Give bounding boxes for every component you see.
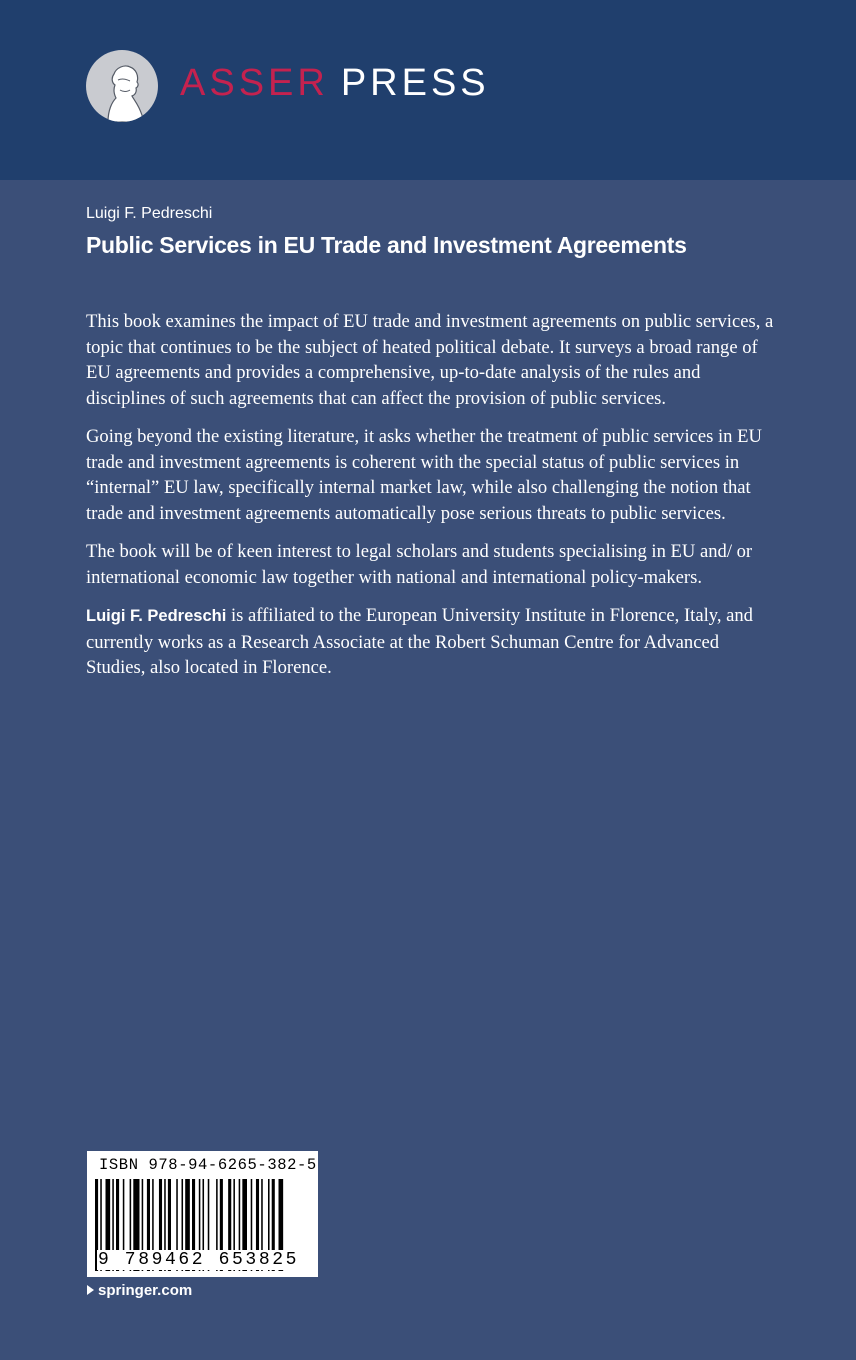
description-paragraph-3: The book will be of keen interest to legal scholars and students specialising in EU and/ or international economic law together with national and international policy-makers. <box>86 541 753 588</box>
book-description <box>86 309 780 694</box>
publisher-name-press: PRESS <box>340 62 490 104</box>
publisher-name <box>180 62 490 105</box>
isbn-label: ISBN 978-94-6265-382-5 <box>99 1156 317 1174</box>
author-bio <box>86 603 780 681</box>
publisher-name-asser: ASSER <box>180 62 329 104</box>
author-bio-text: is affiliated to the European University Institute in Florence, Italy, and currently works as a Research Associate at the Robert Schuman Centre for Advanced Studies, also located in Florence. <box>86 605 753 678</box>
triangle-right-icon <box>87 1285 94 1295</box>
description-paragraph-1: This book examines the impact of EU trade and investment agreements on public services, a topic that continues to be the subject of heated political debate. It surveys a broad range of EU agreements and provides a comprehensive, up-to-date analysis of the rules and disciplines of such agreements that can affect the provision of public services. <box>86 311 774 409</box>
springer-link[interactable] <box>87 1282 192 1299</box>
book-author: Luigi F. Pedreschi <box>86 205 213 222</box>
isbn-barcode <box>87 1151 318 1277</box>
publisher-logo-icon <box>86 50 158 122</box>
publisher-header <box>0 0 856 180</box>
description-paragraph-2: Going beyond the existing literature, it asks whether the treatment of public services in EU trade and investment agreements is coherent with the special status of public services in “internal” EU law, specifically internal market law, while also challenging the notion that trade and investment agreements automatically pose serious threats to public services. <box>86 426 762 524</box>
author-bio-name: Luigi F. Pedreschi <box>86 607 227 625</box>
springer-link-text: springer.com <box>98 1282 193 1299</box>
book-title: Public Services in EU Trade and Investment Agreements <box>86 232 687 258</box>
barcode-digits: 9 789462 653825 <box>98 1250 300 1270</box>
